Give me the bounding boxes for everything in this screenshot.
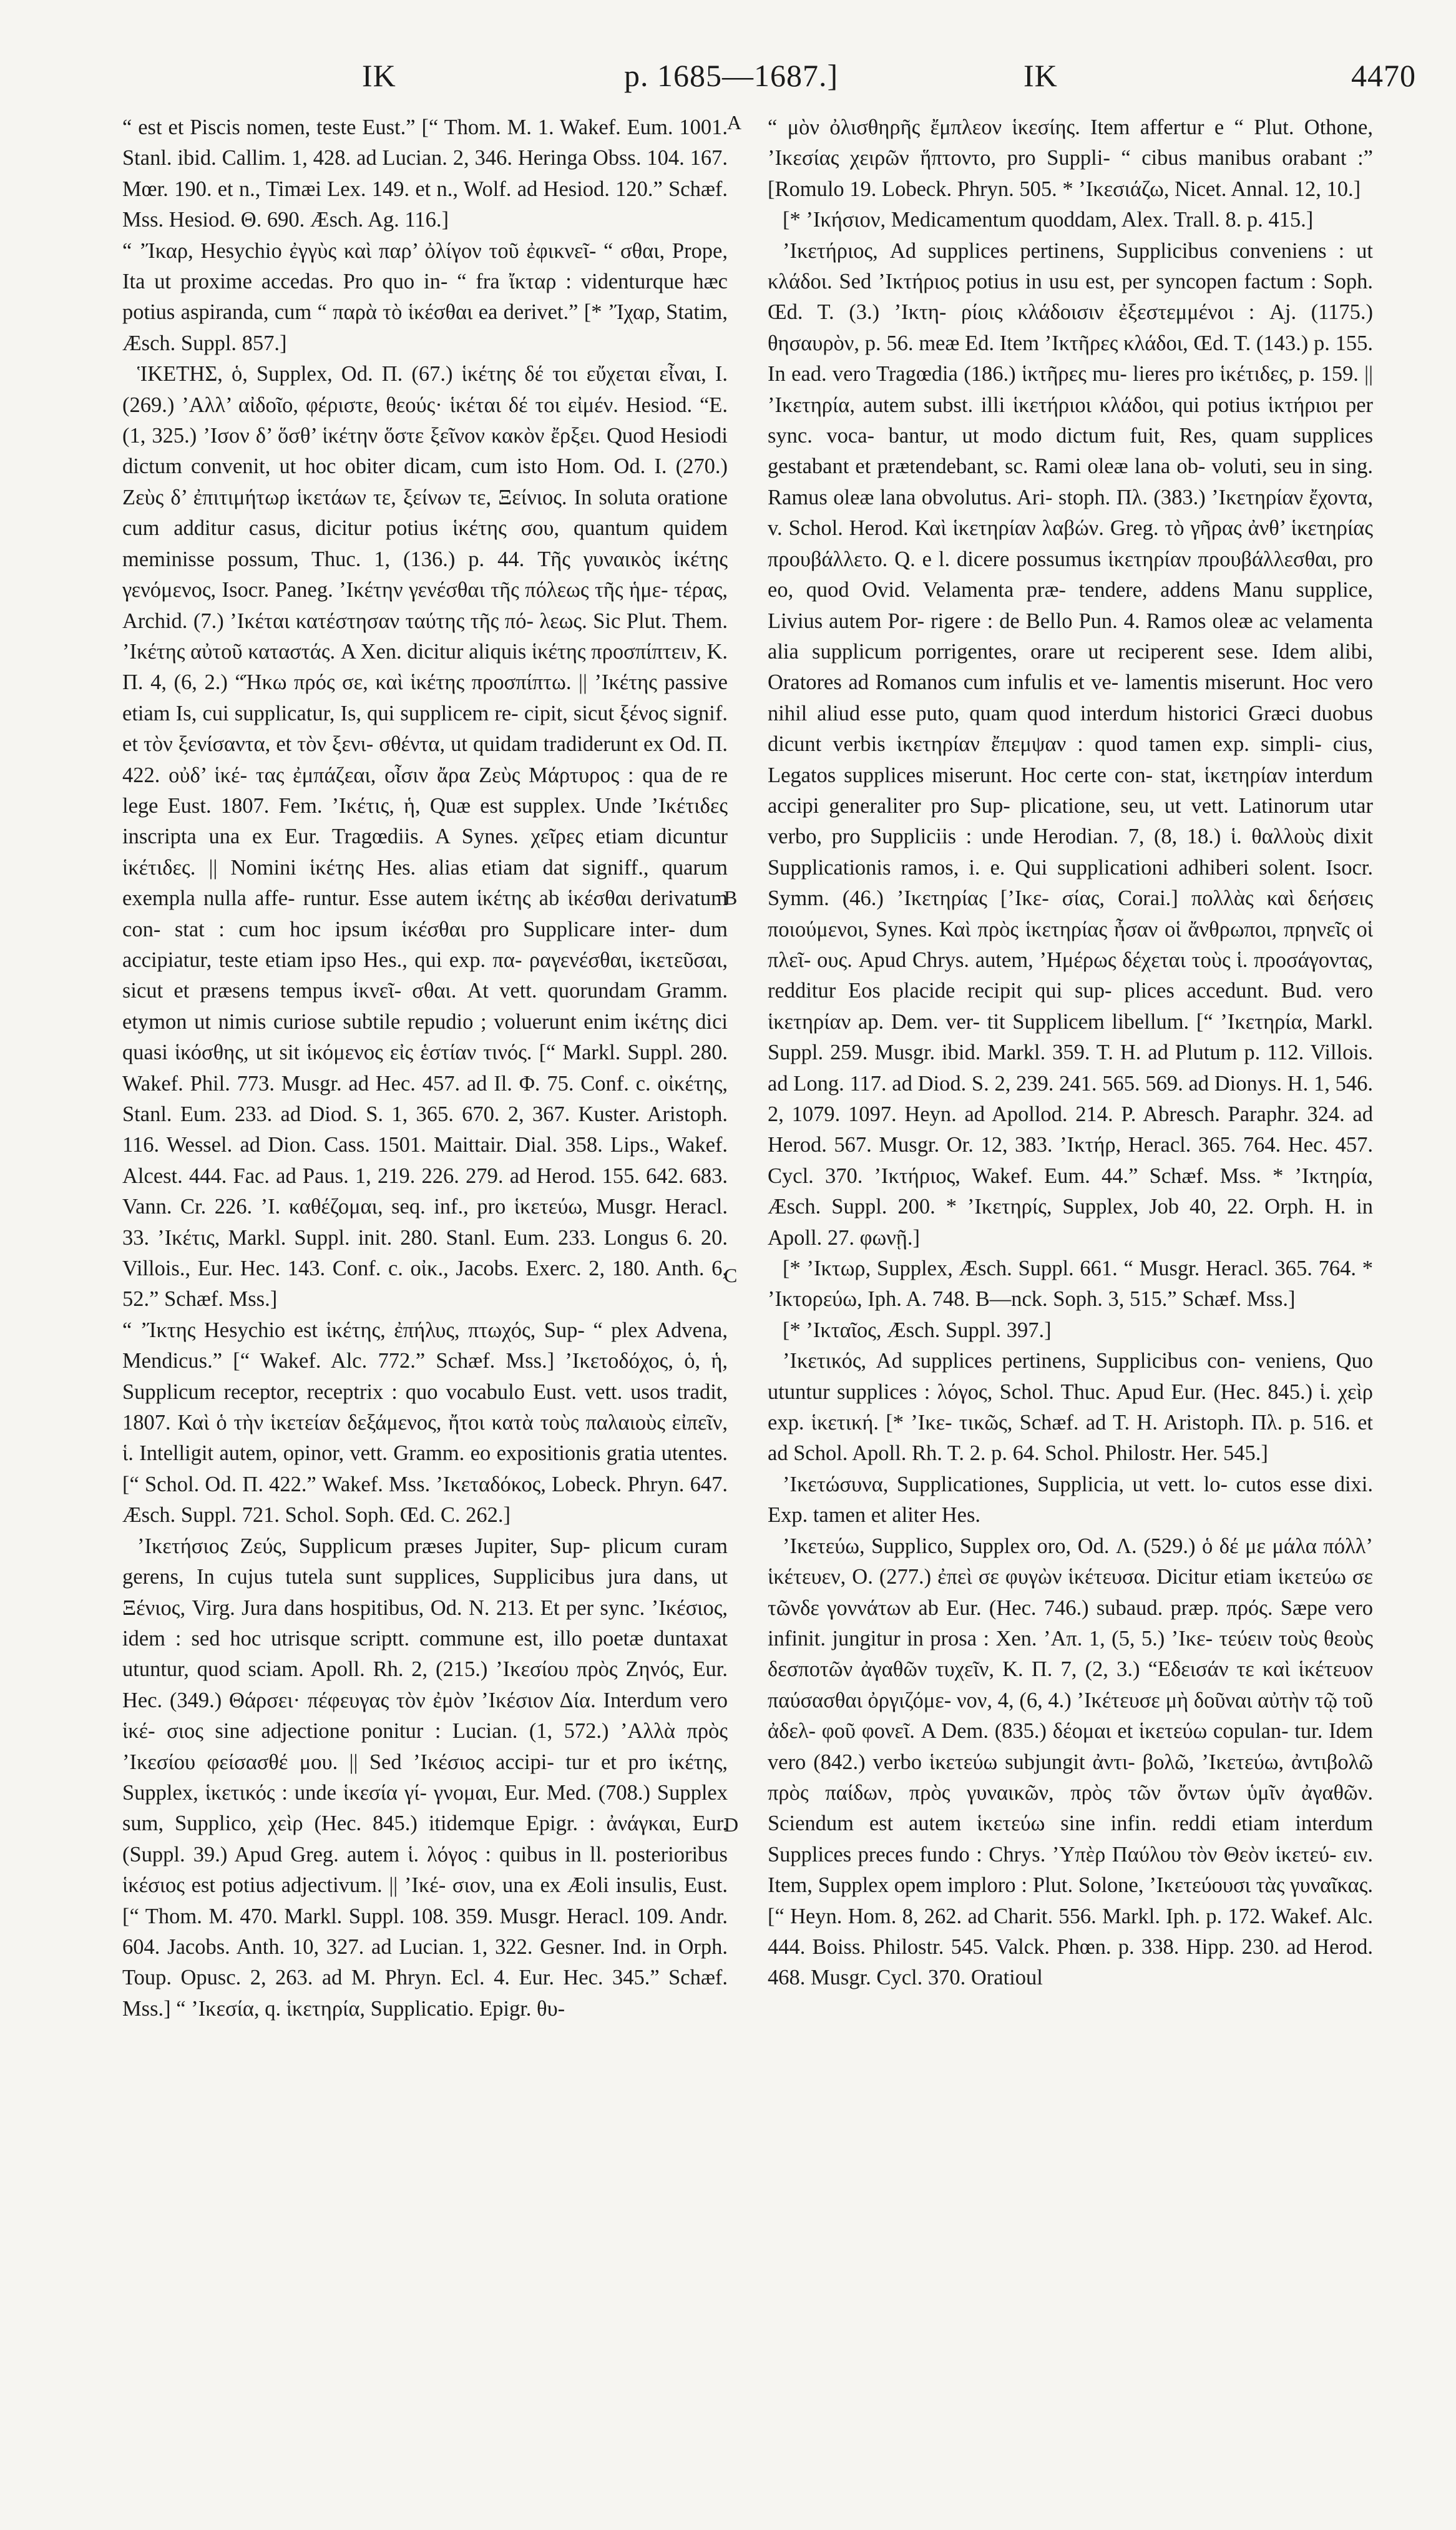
entry-paragraph: ’Ικετεύω, Supplico, Supplex oro, Od. Λ. (529.) ὁ δέ με μάλα πόλλ’ ἱκέτευεν, O. (277.) ἐπεὶ σε φυγὼν ἱκέτευσα. Dicitur etiam ἱκετεύω σε τῶνδε γοννάτων ab Eur. (Hec. 746.) subaud. præp. πρός. Sæpe vero infinit. jungitur in prosa : Xen. ’Aπ. 1, (5, 5.) ’Ικε- τεύειν τοὺς θεοὺς δεσποτῶν ἀγαθῶν τυχεῖν, K. Π. 7, (2, 3.) “Εδεισάν τε καὶ ἱκέτευον παύσασθαι ὀργιζόμε- νον, 4, (6, 4.) ’Ικέτευσε μὴ δοῦναι αὐτὴν τῷ τοῦ ἀδελ- φοῦ φονεῖ. A Dem. (835.) δέομαι et ἱκετεύω copulan- tur. Idem vero (842.) verbo ἱκετεύω subjungit ἀντι- βολῶ, ’Ικετεύω, ἀντιβολῶ πρὸς παίδων, πρὸς γυναικῶν, πρὸς τῶν ὄντων ὑμῖν ἀγαθῶν. Sciendum est autem ἱκετεύω sine infin. reddi etiam interdum Supplices preces fundo : Chrys. ’Υπὲρ Παύλου τὸν Θεὸν ἱκετεύ- ειν. Item, Supplex opem imploro : Plut. Solone, ’Ικετεύουσι τὰς γυναῖκας. [“ Heyn. Hom. 8, 262. ad Charit. 556. Markl. Iph. p. 172. Wakef. Alc. 444. Boiss. Philostr. 545. Valck. Phœn. p. 338. Hipp. 230. ad Herod. 468. Musgr. Cycl. 370. Oratioul — [768, 1534, 1373, 1990]
running-head-center: p. 1685—1687.] — [624, 58, 839, 93]
entry-paragraph: [* ’Ικήσιον, Medicamentum quoddam, Alex. Trall. 8. p. 415.] — [783, 208, 1314, 232]
entry-paragraph: ’Ικετήριος, Ad supplices pertinens, Supplicibus conveniens : ut κλάδοι. Sed ’Ικτήριος potius in usu est, per syncopen factum : Soph. Œd. T. (3.) ’Ικτη- ρίοις κλάδοισιν ἐξεστεμμένοι : Aj. (1175.) θησαυρὸν, p. 56. meæ Ed. Item ’Ικτῆρες κλάδοι, Œd. T. (143.) p. 155. In ead. vero Tragœdia (186.) ἱκτῆρες mu- lieres pro ἱκέτιδες, p. 159. || ’Ικετηρία, autem subst. illi ἱκετήριοι κλάδοι, qui potius ἱκτήριοι per sync. voca- bantur, ut modo dictum fuit, Res, quam supplices gestabant et prætendebant, sc. Rami oleæ lana ob- voluti, seu in sing. Ramus oleæ lana obvolutus. Ari- stoph. Πλ. (383.) ’Ικετηρίαν ἔχοντα, v. Schol. Herod. Καὶ ἱκετηρίαν λαβών. Greg. τὸ γῆρας ἀνθ’ ἱκετηρίας προυβάλλετο. Q. e l. dicere possumus ἱκετηρίαν προυβάλλεσθαι, pro eo, quod Ovid. Velamenta præ- tendere, addens Manu supplice, Livius autem Por- rigere : de Bello Pun. 4. Ramos oleæ ac velamenta alia supplicum porrigentes, orare ut reciperent sese. Idem alibi, Oratores ad Romanos cum infulis et ve- lamentis miserunt. Hoc vero nihil aliud esse puto, quam quod interdum historici Græci duobus dicunt verbis ἱκετηρίαν ἔπεμψαν : quod tamen exp. simpli- cius, Legatos supplices miserunt. Hoc certe con- stat, ἱκετηρίαν interdum accipi generaliter pro Sup- plicatione, seu, ut vett. Latinorum utar verbo, pro Suppliciis : unde Herodian. 7, (8, 18.) ἱ. θαλλοὺς dixit Supplicationis ramos, i. e. Qui supplicationi adhiberi solent. Isocr. Symm. (46.) ’Ικετηρίας [’Ικε- σίας, Corai.] πολλὰς καὶ δεήσεις ποιούμενοι, Synes. Καὶ πρὸς ἱκετηρίας ἦσαν οἱ ἄνθρωποι, πρηνεῖς οἱ πλεῖ- ους. Apud Chrys. autem, ’Ημέρως δέχεται τοὺς ἱ. προσάγοντας, redditur Eos placide recipit qui sup- plices accedunt. Bud. vero ἱκετηρίαν ap. Dem. ver- tit Supplicem libellum. [“ ’Ικετηρία, Markl. Suppl. 259. Musgr. ibid. Markl. 359. T. H. ad Plutum p. 112. Villois. ad Long. 117. ad Diod. S. 2, 239. 241. 565. 569. ad Dionys. H. 1, 546. 2, 1079. 1097. Heyn. ad Apollod. 214. P. Abresch. Paraphr. 324. ad Herod. 567. Musgr. Or. 12, 383. ’Ικτήρ, Heracl. 365. 764. Hec. 457. Cycl. 370. ’Ικτήριος, Wakef. Eum. 44.” Schæf. Mss. * ’Ικτηρία, Æsch. Suppl. 200. * ’Ικετηρίς, Supplex, Job 40, 22. Orph. H. in Apoll. 27. φωνῇ.] — [768, 238, 1373, 1250]
entry-paragraph: [* ’Ικτωρ, Supplex, Æsch. Suppl. 661. “ Musgr. Heracl. 365. 764. * ’Ικτορεύω, Iph. A. 748. B—nck. Soph. 3, 515.” Schæf. Mss.] — [768, 1257, 1373, 1312]
entry-paragraph: “ ’Ίκτης Hesychio est ἱκέτης, ἐπήλυς, πτωχός, Sup- “ plex Advena, Mendicus.” [“ Wakef. Alc. 772.” Schæf. Mss.] ’Ικετοδόχος, ὁ, ἡ, Supplicum receptor, receptrix : quo vocabulo Eust. vett. usos tradit, 1807. Καὶ ὁ τὴν ἱκετείαν δεξάμενος, ἤτοι κατὰ τοὺς παλαιοὺς εἰπεῖν, ἱ. Intelligit autem, opinor, vett. Gramm. eo expositionis gratia utentes. [“ Schol. Od. Π. 422.” Wakef. Mss. ’Ικεταδόκος, Lobeck. Phryn. 647. Æsch. Suppl. 721. Schol. Soph. Œd. C. 262.] — [122, 1318, 728, 1527]
margin-letter-c: C — [724, 1264, 738, 1287]
margin-letter-b: B — [724, 886, 738, 909]
entry-paragraph: ’Ικετώσυνα, Supplicationes, Supplicia, ut vett. lo- cutos esse dixi. Exp. tamen et aliter Hes. — [768, 1472, 1373, 1527]
page-number: 4470 — [1351, 58, 1416, 93]
entry-paragraph: ’Ικετικός, Ad supplices pertinens, Supplicibus con- veniens, Quo utuntur supplices : λόγος, Schol. Thuc. Apud Eur. (Hec. 845.) ἱ. χεὶρ exp. ἱκετική. [* ’Ικε- τικῶς, Schæf. ad T. H. Aristoph. Πλ. p. 516. et ad Schol. Apoll. Rh. T. 2. p. 64. Schol. Philostr. Her. 545.] — [768, 1349, 1373, 1466]
entry-paragraph: [* ’Ικταῖος, Æsch. Suppl. 397.] — [783, 1318, 1052, 1342]
running-head-left: IK — [362, 58, 396, 93]
entry-paragraph: ’Ικετήσιος Ζεύς, Supplicum præses Jupiter, Sup- plicum curam gerens, In cujus tutela sunt supplices, Supplicibus jura dans, ut Ξένιος, Virg. Jura dans hospitibus, Od. N. 213. Et per sync. ’Ικέσιος, idem : sed hoc utrisque scriptt. commune est, illo poetæ duntaxat utuntur, quod sciam. Apoll. Rh. 2, (215.) ’Ικεσίου πρὸς Ζηνός, Eur. Hec. (349.) Θάρσει· πέφευγας τὸν ἐμὸν ’Ικέσιον Δία. Interdum vero ἱκέ- σιος sine adjectione ponitur : Lucian. (1, 572.) ’Αλλὰ πρὸς ’Ικεσίου φείσασθέ μου. || Sed ’Ικέσιος accipi- tur et pro ἱκέτης, Supplex, ἱκετικός : unde ἱκεσία γί- γνομαι, Eur. Med. (708.) Supplex sum, Supplico, χεὶρ (Hec. 845.) itidemque Epigr. : ἀνάγκαι, Eur. (Suppl. 39.) Apud Greg. autem ἱ. λόγος : quibus in ll. posterioribus ἱκέσιος est potius adjectivum. || ’Ικέ- σιον, una ex Æoli insulis, Eust. [“ Thom. M. 470. Markl. Suppl. 108. 359. Musgr. Heracl. 109. Andr. 604. Jacobs. Anth. 10, 327. ad Lucian. 1, 322. Gesner. Ind. in Orph. Toup. Opusc. 2, 263. ad M. Phryn. Ecl. 4. Eur. Hec. 345.” Schæf. Mss.] “ ’Ικεσία, q. ἱκετηρία, Supplicatio. Epigr. θυ- — [122, 1534, 728, 2021]
right-column — [768, 112, 1373, 1994]
entry-paragraph: “ est et Piscis nomen, teste Eust.” [“ Thom. M. 1. Wakef. Eum. 1001. Stanl. ibid. Callim. 1, 428. ad Lucian. 2, 346. Heringa Obss. 104. 167. Mœr. 190. et n., Timæi Lex. 149. et n., Wolf. ad Hesiod. 120.” Schæf. Mss. Hesiod. Θ. 690. Æsch. Ag. 116.] — [122, 115, 728, 232]
running-head-right: IK — [1024, 58, 1058, 93]
margin-letter-a: A — [727, 111, 742, 134]
left-column — [122, 112, 728, 2024]
entry-paragraph: “ ’Ίκαρ, Hesychio ἐγγὺς καὶ παρ’ ὀλίγον τοῦ ἐφικνεῖ- “ σθαι, Prope, Ita ut proxime accedas. Pro quo in- “ fra ἴκταρ : videnturque hæc potius aspiranda, cum “ παρὰ τὸ ἱκέσθαι ea derivet.” [* ’Ίχαρ, Statim, Æsch. Suppl. 857.] — [122, 238, 728, 355]
entry-paragraph: “ μὸν ὀλισθηρῆς ἔμπλεον ἱκεσίης. Item affertur e “ Plut. Othone, ’Ικεσίας χειρῶν ἥπτοντο, pro Suppli- “ cibus manibus orabant :” [Romulo 19. Lobeck. Phryn. 505. * ’Ικεσιάζω, Nicet. Annal. 12, 10.] — [768, 115, 1373, 201]
entry-paragraph: ἹΚΕΤΗΣ, ὁ, Supplex, Od. Π. (67.) ἱκέτης δέ τοι εὔχεται εἶναι, I. (269.) ’Αλλ’ αἰδοῖο, φέριστε, θεούς· ἱκέται δέ τοι εἰμέν. Hesiod. “E. (1, 325.) ’Ισον δ’ ὅσθ’ ἱκέτην ὅστε ξεῖνον κακὸν ἔρξει. Quod Hesiodi dictum convenit, ut hoc obiter dicam, cum isto Hom. Od. I. (270.) Ζεὺς δ’ ἐπιτιμήτωρ ἱκετάων τε, ξείνων τε, Ξείνιος. In soluta oratione cum additur casus, dicitur potius ἱκέτης σου, quantum quidem meminisse possum, Thuc. 1, (136.) p. 44. Τῆς γυναικὸς ἱκέτης γενόμενος, Isocr. Paneg. ’Ικέτην γενέσθαι τῆς πόλεως τῆς ἡμε- τέρας, Archid. (7.) ’Ικέται κατέστησαν ταύτης τῆς πό- λεως. Sic Plut. Them. ’Ικέτης αὐτοῦ καταστάς. A Xen. dicitur aliquis ἱκέτης προσπίπτειν, K. Π. 4, (6, 2.) “Ήκω πρός σε, καὶ ἱκέτης προσπίπτω. || ’Ικέτης passive etiam Is, cui supplicatur, Is, qui supplicem re- cipit, sicut ξένος signif. et τὸν ξενίσαντα, et τὸν ξενι- σθέντα, ut quidam tradiderunt ex Od. Π. 422. οὐδ’ ἱκέ- τας ἐμπάζεαι, οἶσιν ἄρα Ζεὺς Μάρτυρος : qua de re lege Eust. 1807. Fem. ’Ικέτις, ἡ, Quæ est supplex. Unde ’Ικέτιδες inscripta una ex Eur. Tragœdiis. A Synes. χεῖρες etiam dicuntur ἱκέτιδες. || Nomini ἱκέτης Hes. alias etiam dat signiff., quarum exempla nulla affe- runtur. Esse autem ἱκέτης ab ἱκέσθαι derivatum con- stat : cum hoc ipsum ἱκέσθαι pro Supplicare inter- dum accipiatur, teste etiam ipso Hes., qui exp. πα- ραγενέσθαι, ἱκετεῦσαι, sicut et præsens tempus ἱκνεῖ- σθαι. At vett. quorundam Gramm. etymon ut nimis curiose subtile repudio ; voluerunt enim ἱκέτης dici quasi ἱκόσθης, ut sit ἱκόμενος εἰς ἑστίαν τινός. [“ Markl. Suppl. 280. Wakef. Phil. 773. Musgr. ad Hec. 457. ad Il. Φ. 75. Conf. c. οἰκέτης, Stanl. Eum. 233. ad Diod. S. 1, 365. 670. 2, 367. Kuster. Aristoph. 116. Wessel. ad Dion. Cass. 1501. Maittair. Dial. 358. Lips., Wakef. Alcest. 444. Fac. ad Paus. 1, 219. 226. 279. ad Herod. 155. 642. 683. Vann. Cr. 226. ’Ι. καθέζομαι, seq. inf., pro ἱκετεύω, Musgr. Heracl. 33. ’Ικέτις, Markl. Suppl. init. 280. Stanl. Eum. 233. Longus 6. 20. Villois., Eur. Hec. 143. Conf. c. οἰκ., Jacobs. Exerc. 2, 180. Anth. 6, 52.” Schæf. Mss.] — [122, 362, 728, 1312]
margin-letter-d: D — [724, 1813, 739, 1836]
